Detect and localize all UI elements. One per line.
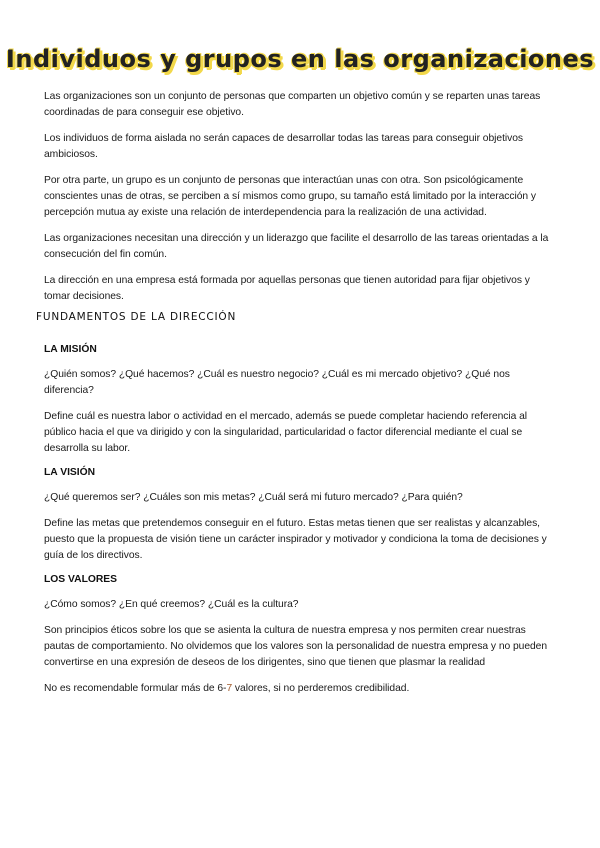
valores-text: Son principios éticos sobre los que se asienta la cultura de nuestra empresa y nos permiten crear nuestras pautas de comportamiento. No olvidemos que los valores son la personalidad de nuestra empresa y no pueden convertirse en una expresión de deseos de los dirigentes, sino que tienen que plasmar la realidad: [44, 625, 548, 668]
mision-question: ¿Quién somos? ¿Qué hacemos? ¿Cuál es nuestro negocio? ¿Cuál es mi mercado objetivo? ¿Qué nos diferencia?: [44, 369, 510, 396]
intro-paragraph: Los individuos de forma aislada no serán capaces de desarrollar todas las tareas para conseguir objetivos ambiciosos.: [44, 133, 523, 160]
valores-note-before: No es recomendable formular más de 6-: [44, 683, 227, 694]
page-title: Individuos y grupos en las organizaciones: [5, 45, 595, 73]
intro-paragraph: Por otra parte, un grupo es un conjunto de personas que interactúan unas con otra. Son psicológicamente conscientes unas de otras, se perciben a sí mismos como grupo, su tamaño está limitado por la interacción y percepción mutua ay existe una relación de interdependencia para la realización de una actividad.: [44, 175, 537, 218]
valores-note: [44, 681, 554, 697]
valores-heading: LOS VALORES: [44, 574, 118, 585]
section-title: FUNDAMENTOS DE LA DIRECCIÓN: [36, 311, 237, 323]
valores-question: ¿Cómo somos? ¿En qué creemos? ¿Cuál es la cultura?: [44, 599, 299, 610]
document-body: [36, 89, 554, 707]
intro-paragraph: Las organizaciones necesitan una dirección y un liderazgo que facilite el desarrollo de las tareas orientadas a la consecución del fin común.: [44, 233, 549, 260]
valores-note-number: 7: [226, 683, 233, 694]
vision-question: ¿Qué queremos ser? ¿Cuáles son mis metas? ¿Cuál será mi futuro mercado? ¿Para quién?: [44, 492, 463, 503]
mision-heading: LA MISIÓN: [44, 344, 97, 355]
vision-text: Define las metas que pretendemos conseguir en el futuro. Estas metas tienen que ser realistas y alcanzables, puesto que la propuesta de visión tiene un carácter inspirador y motivador y condiciona la toma de decisiones y guía de los directivos.: [44, 518, 547, 561]
intro-paragraph: Las organizaciones son un conjunto de personas que comparten un objetivo común y se reparten unas tareas coordinadas de para conseguir ese objetivo.: [44, 91, 541, 118]
valores-note-after: valores, si no perderemos credibilidad.: [232, 683, 410, 694]
mision-text: Define cuál es nuestra labor o actividad en el mercado, además se puede completar haciendo referencia al público hacia el que va dirigido y con la singularidad, particularidad o factor diferencial mediante el cual se desarrolla su labor.: [44, 411, 528, 454]
intro-paragraph: La dirección en una empresa está formada por aquellas personas que tienen autoridad para fijar objetivos y tomar decisiones.: [44, 275, 530, 302]
vision-heading: LA VISIÓN: [44, 467, 96, 478]
